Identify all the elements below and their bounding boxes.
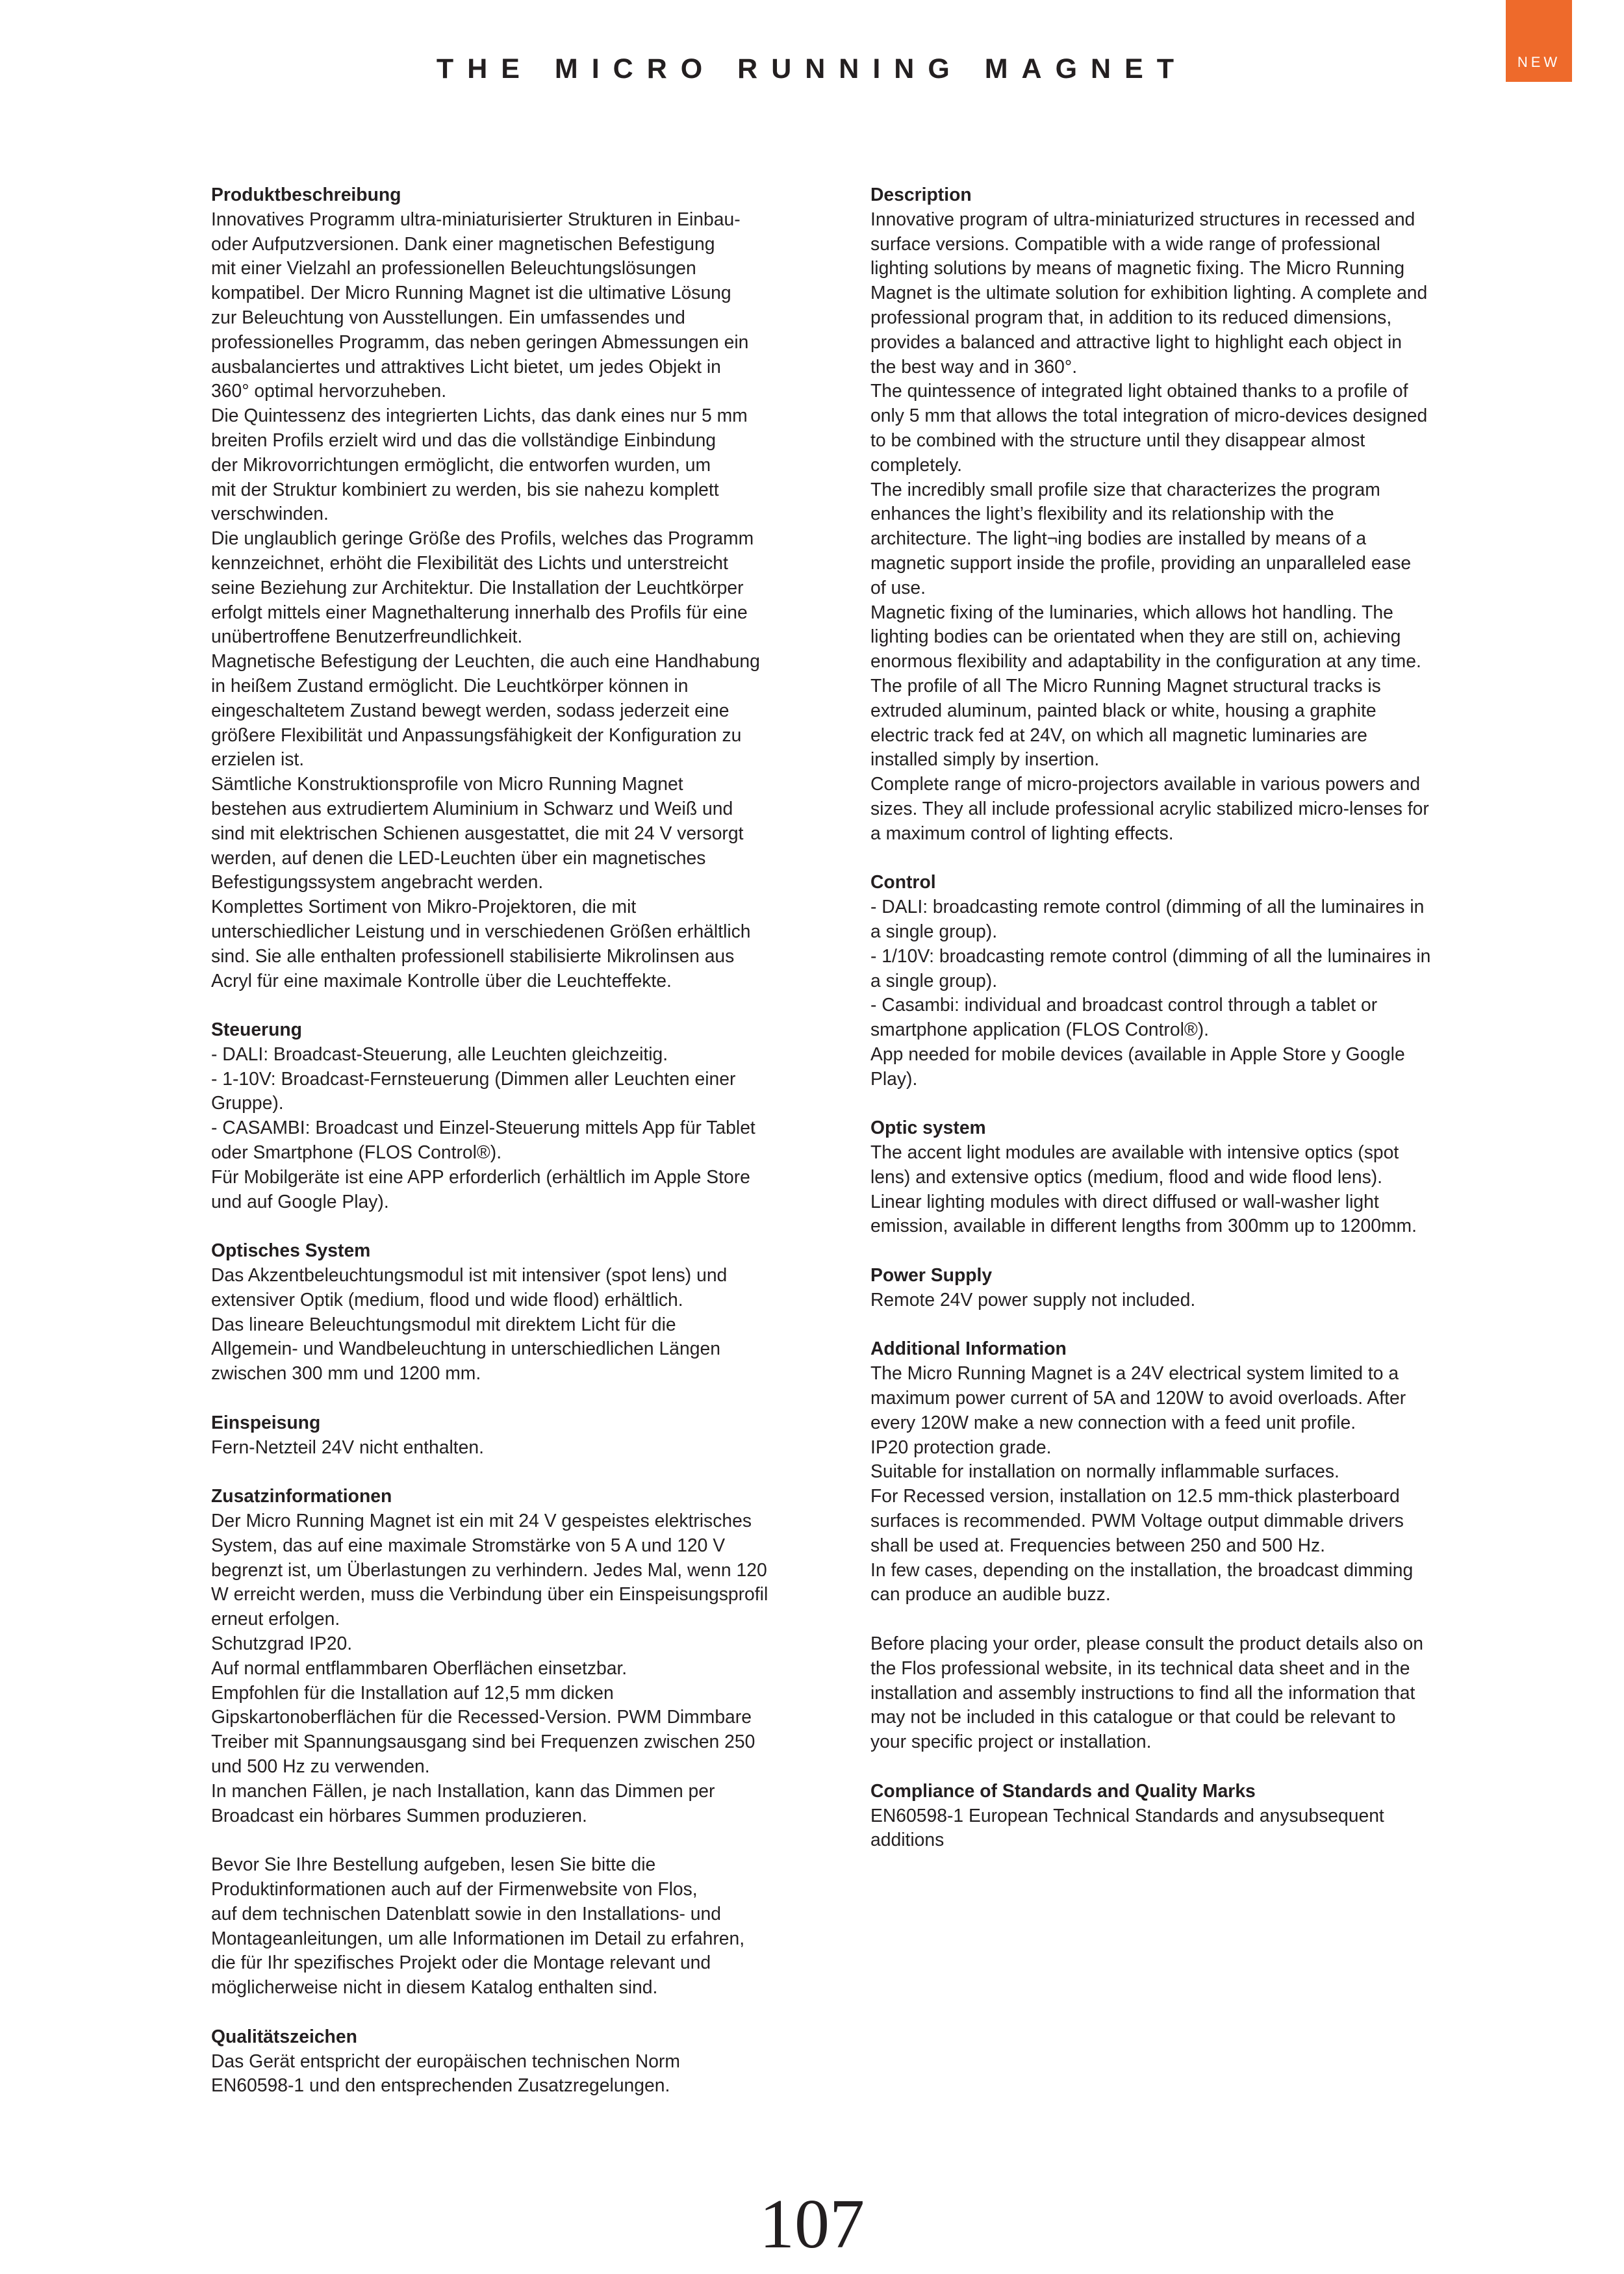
english-column: [870, 183, 1501, 1877]
page-title: THE MICRO RUNNING MAGNET: [436, 53, 1188, 84]
section-body: Bevor Sie Ihre Bestellung aufgeben, lesen Sie bitte die Produktinformationen auch auf der Firmenwebsite von Flos, auf dem technischen Datenblatt sowie in den Installations- und Montageanleitungen, um alle Informationen im Detail zu erfahren, die für Ihr spezifisches Projekt oder die Montage relevant und möglicherweise nicht in diesem Katalog enthalten sind.: [211, 1854, 745, 1998]
section-einspeisung: [211, 1411, 828, 1460]
section-heading: Control: [870, 871, 936, 893]
section-bestellhinweis: [211, 1852, 828, 2000]
section-body: Der Micro Running Magnet ist ein mit 24 V gespeistes elektrisches System, das auf eine maximale Stromstärke von 5 A und 120 V begrenzt ist, um Überlastungen zu verhindern. Jedes Mal, wenn 120 W erreicht werden, muss die Verbindung über ein Einspeisungsprofil erneut erfolgen. Schutzgrad IP20. Auf normal entflammbaren Oberflächen einsetzbar. Empfohlen für die Installation auf 12,5 mm dicken Gipskartonoberflächen für die Recessed-Version. PWM Dimmbare Treiber mit Spannungsausgang sind bei Frequenzen zwischen 250 und 500 Hz zu verwenden. In manchen Fällen, je nach Installation, kann das Dimmen per Broadcast ein hörbares Summen produzieren.: [211, 1510, 768, 1826]
section-heading: Description: [870, 184, 972, 205]
section-body: Das Akzentbeleuchtungsmodul ist mit intensiver (spot lens) und extensiver Optik (medium, flood und wide flood) erhältlich. Das lineare Beleuchtungsmodul mit direktem Licht für die Allgemein- und Wandbeleuchtung in unterschiedlichen Längen zwischen 300 mm und 1200 mm.: [211, 1264, 728, 1384]
section-optic-system: [870, 1116, 1501, 1238]
section-body: Before placing your order, please consult the product details also on the Flos professional website, in its technical data sheet and in the installation and assembly instructions to find all the information that may not be included in this catalogue or that could be relevant to your specific project or installation.: [870, 1633, 1424, 1752]
section-ordering-note: [870, 1631, 1501, 1754]
section-control: [870, 870, 1501, 1091]
section-qualitaetszeichen: [211, 2025, 828, 2098]
section-body: Innovative program of ultra-miniaturized structures in recessed and surface versions. Compatible with a wide range of professional lighting solutions by means of magnetic fixing. The Micro Running Magnet is the ultimate solution for exhibition lighting. A complete and professional program that, in addition to its reduced dimensions, provides a balanced and attractive light to highlight each object in the best way and in 360°. The quintessence of integrated light obtained thanks to a profile of only 5 mm that allows the total integration of micro-devices designed to be combined with the structure until they disappear almost completely. The incredibly small profile size that characterizes the program enhances the light’s flexibility and its relationship with the architecture. The light¬ing bodies are installed by means of a magnetic support inside the profile, providing an unparalleled ease of use. Magnetic fixing of the luminaries, which allows hot handling. The lighting bodies can be orientated when they are still on, achieving enormous flexibility and adaptability in the configuration at any time. The profile of all The Micro Running Magnet structural tracks is extruded aluminum, painted black or white, housing a graphite electric track fed at 24V, on which all magnetic luminaries are installed simply by insertion. Complete range of micro-projectors available in various powers and sizes. They all include professional acrylic stabilized micro-lenses for a maximum control of lighting effects.: [870, 208, 1429, 843]
section-body: - DALI: broadcasting remote control (dimming of all the luminaires in a single group). - 1/10V: broadcasting remote control (dimming of all the luminaires in a single group). - Casambi: individual and broadcast control through a tablet or smartphone application (FLOS Control®). App needed for mobile devices (available in Apple Store y Google Play).: [870, 896, 1431, 1089]
section-body: Das Gerät entspricht der europäischen technischen Norm EN60598-1 und den entsprechenden Zusatzregelungen.: [211, 2050, 680, 2096]
section-heading: Produktbeschreibung: [211, 184, 401, 205]
section-additional-information: [870, 1336, 1501, 1607]
new-badge: NEW: [1506, 0, 1572, 82]
german-column: [211, 183, 828, 2123]
section-heading: Additional Information: [870, 1338, 1067, 1359]
section-body: - DALI: Broadcast-Steuerung, alle Leuchten gleichzeitig. - 1-10V: Broadcast-Fernsteuerung (Dimmen aller Leuchten einer Gruppe). - CASAMBI: Broadcast und Einzel-Steuerung mittels App für Tablet oder Smartphone (FLOS Control®). Für Mobilgeräte ist eine APP erforderlich (erhältlich im Apple Store und auf Google Play).: [211, 1043, 755, 1212]
section-body: The accent light modules are available with intensive optics (spot lens) and extensive optics (medium, flood and wide flood lens). Linear lighting modules with direct diffused or wall-washer light emission, available in different lengths from 300mm up to 1200mm.: [870, 1142, 1417, 1236]
section-produktbeschreibung: [211, 183, 828, 993]
section-heading: Steuerung: [211, 1019, 302, 1040]
section-heading: Qualitätszeichen: [211, 2025, 357, 2047]
section-heading: Optic system: [870, 1117, 986, 1138]
section-heading: Zusatzinformationen: [211, 1485, 392, 1507]
section-optisches-system: [211, 1238, 828, 1386]
section-body: EN60598-1 European Technical Standards and anysubsequent additions: [870, 1804, 1384, 1850]
section-body: Fern-Netzteil 24V nicht enthalten.: [211, 1436, 484, 1457]
section-body: Remote 24V power supply not included.: [870, 1288, 1196, 1310]
section-heading: Power Supply: [870, 1264, 993, 1286]
section-description: [870, 183, 1501, 846]
section-heading: Optisches System: [211, 1240, 371, 1261]
page-number: 107: [759, 2186, 865, 2263]
section-body: The Micro Running Magnet is a 24V electrical system limited to a maximum power current of 5A and 120W to avoid overloads. After every 120W make a new connection with a feed unit profile. IP20 protection grade. Suitable for installation on normally inflammable surfaces. For Recessed version, installation on 12.5 mm-thick plasterboard surfaces is recommended. PWM Voltage output dimmable drivers shall be used at. Frequencies between 250 and 500 Hz. In few cases, depending on the installation, the broadcast dimming can produce an audible buzz.: [870, 1362, 1414, 1605]
section-body: Innovatives Programm ultra-miniaturisierter Strukturen in Einbau- oder Aufputzversionen. Dank einer magnetischen Befestigung mit einer Vielzahl an professionellen Beleuchtungslösungen kompatibel. Der Micro Running Magnet ist die ultimative Lösung zur Beleuchtung von Ausstellungen. Ein umfassendes und professionelles Programm, das neben geringen Abmessungen ein ausbalanciertes und attraktives Licht bietet, um jedes Objekt in 360° optimal hervorzuheben. Die Quintessenz des integrierten Lichts, das dank eines nur 5 mm breiten Profils erzielt wird und das die vollständige Einbindung der Mikrovorrichtungen ermöglicht, die entworfen wurden, um mit der Struktur kombiniert zu werden, bis sie nahezu komplett verschwinden. Die unglaublich geringe Größe des Profils, welches das Programm kennzeichnet, erhöht die Flexibilität des Lichts und unterstreicht seine Beziehung zur Architektur. Die Installation der Leuchtkörper erfolgt mittels einer Magnethalterung innerhalb des Profils für eine unübertroffene Benutzerfreundlichkeit. Magnetische Befestigung der Leuchten, die auch eine Handhabung in heißem Zustand ermöglicht. Die Leuchtkörper können in eingeschaltetem Zustand bewegt werden, sodass jederzeit eine größere Flexibilität und Anpassungsfähigkeit der Konfiguration zu erzielen ist. Sämtliche Konstruktionsprofile von Micro Running Magnet bestehen aus extrudiertem Aluminium in Schwarz und Weiß und sind mit elektrischen Schienen ausgestattet, die mit 24 V versorgt werden, auf denen die LED-Leuchten über ein magnetisches Befestigungssystem angebracht werden. Komplettes Sortiment von Mikro-Projektoren, die mit unterschiedlicher Leistung und in verschiedenen Größen erhältlich sind. Sie alle enthalten professionell stabilisierte Mikrolinsen aus Acryl für eine maximale Kontrolle über die Leuchteffekte.: [211, 208, 760, 991]
section-zusatzinformationen: [211, 1484, 828, 1828]
section-compliance: [870, 1779, 1501, 1852]
section-power-supply: [870, 1263, 1501, 1312]
section-steuerung: [211, 1017, 828, 1214]
section-heading: Compliance of Standards and Quality Marks: [870, 1780, 1256, 1801]
section-heading: Einspeisung: [211, 1411, 321, 1433]
